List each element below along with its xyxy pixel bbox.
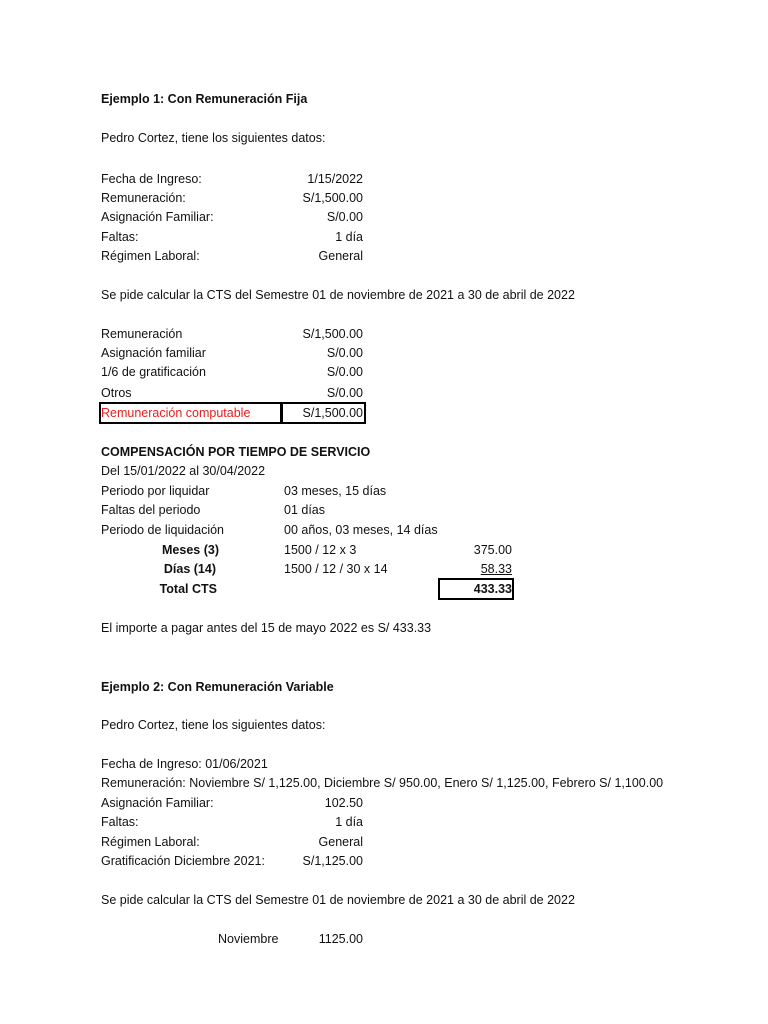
field-value: 1/15/2022: [307, 172, 363, 186]
field-label: Asignación Familiar:: [101, 210, 214, 224]
rem-label: Remuneración: [101, 327, 183, 341]
cts-row-value: 01 días: [284, 503, 326, 517]
rem-computable-value: S/1,500.00: [302, 406, 363, 420]
calc-label-dias: Días (14): [163, 562, 216, 576]
field-label: Régimen Laboral:: [101, 249, 200, 263]
cts-row-label: Periodo de liquidación: [101, 523, 225, 537]
example2-intro: Pedro Cortez, tiene los siguientes datos:: [101, 718, 326, 732]
total-cts-label: Total CTS: [159, 582, 217, 596]
calc-formula-meses: 1500 / 12 x 3: [284, 543, 357, 557]
calc-amount-dias: 58.33: [480, 562, 512, 576]
rem-value: S/0.00: [326, 365, 363, 379]
field-value: 1 día: [335, 230, 363, 244]
cts-row-value: 03 meses, 15 días: [284, 484, 387, 498]
month-label: Noviembre: [218, 932, 279, 946]
cts-row-label: Periodo por liquidar: [101, 484, 210, 498]
rem-value: S/1,500.00: [302, 327, 363, 341]
example1-title: Ejemplo 1: Con Remuneración Fija: [101, 92, 308, 106]
rem-computable-label: Remuneración computable: [101, 406, 251, 420]
field-value: S/1,500.00: [302, 191, 363, 205]
cts-row-label: Faltas del periodo: [101, 503, 201, 517]
rem-label: 1/6 de gratificación: [101, 365, 206, 379]
example1-request: Se pide calcular la CTS del Semestre 01 de noviembre de 2021 a 30 de abril de 2022: [101, 288, 575, 302]
cts-range: Del 15/01/2022 al 30/04/2022: [101, 464, 266, 478]
calc-formula-dias: 1500 / 12 / 30 x 14: [284, 562, 388, 576]
cts-row-value: 00 años, 03 meses, 14 días: [284, 523, 438, 537]
field-label: Remuneración:: [101, 191, 186, 205]
field-value: General: [318, 835, 363, 849]
example2-fecha: Fecha de Ingreso: 01/06/2021: [101, 757, 268, 771]
field-label: Faltas:: [101, 230, 139, 244]
field-value: S/0.00: [326, 210, 363, 224]
example2-request: Se pide calcular la CTS del Semestre 01 de noviembre de 2021 a 30 de abril de 2022: [101, 893, 575, 907]
month-value: 1125.00: [318, 932, 363, 946]
field-label: Fecha de Ingreso:: [101, 172, 202, 186]
field-label: Gratificación Diciembre 2021:: [101, 854, 265, 868]
total-cts-amount: 433.33: [473, 582, 512, 596]
calc-label-meses: Meses (3): [162, 543, 219, 557]
field-label: Faltas:: [101, 815, 139, 829]
rem-label: Asignación familiar: [101, 346, 206, 360]
field-label: Régimen Laboral:: [101, 835, 200, 849]
rem-label: Otros: [101, 386, 132, 400]
field-value: 102.50: [324, 796, 363, 810]
example1-conclusion: El importe a pagar antes del 15 de mayo 2022 es S/ 433.33: [101, 621, 432, 635]
example2-remuneracion: Remuneración: Noviembre S/ 1,125.00, Diciembre S/ 950.00, Enero S/ 1,125.00, Febrero S/ 1,100.00: [101, 776, 664, 790]
rem-value: S/0.00: [326, 346, 363, 360]
calc-amount-meses: 375.00: [473, 543, 512, 557]
cts-heading: COMPENSACIÓN POR TIEMPO DE SERVICIO: [101, 445, 371, 459]
example2-title: Ejemplo 2: Con Remuneración Variable: [101, 680, 334, 694]
example1-intro: Pedro Cortez, tiene los siguientes datos:: [101, 131, 326, 145]
field-value: 1 día: [335, 815, 363, 829]
field-label: Asignación Familiar:: [101, 796, 214, 810]
field-value: S/1,125.00: [302, 854, 363, 868]
rem-value: S/0.00: [326, 386, 363, 400]
field-value: General: [318, 249, 363, 263]
